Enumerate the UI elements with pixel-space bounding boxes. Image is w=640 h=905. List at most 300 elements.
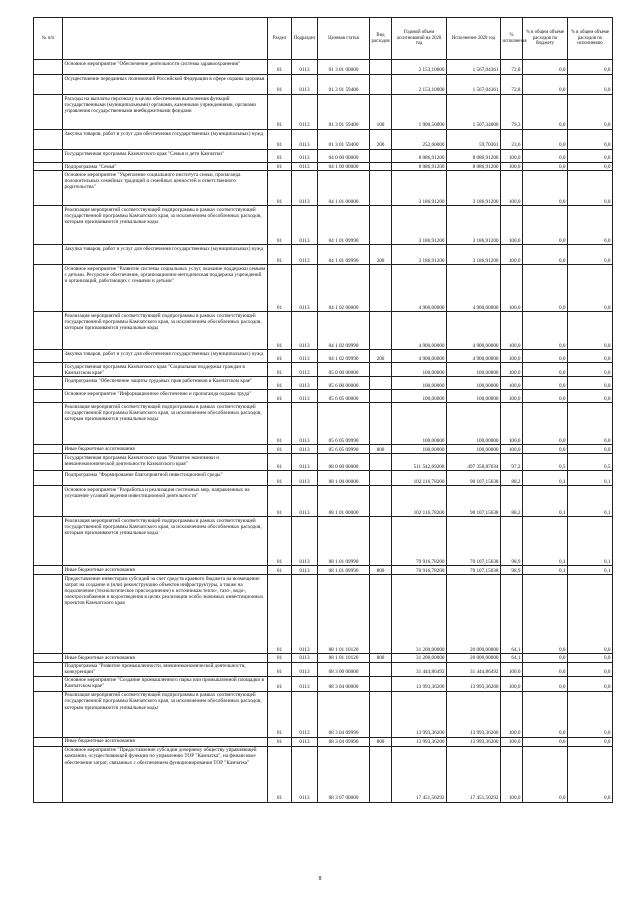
- cell-s1: 0,0: [523, 350, 568, 363]
- cell-pct: 100,0: [501, 403, 523, 445]
- cell-pct: 97,2: [501, 454, 523, 471]
- cell-s2: 0,0: [568, 265, 613, 312]
- cell-pct: 79,3: [501, 95, 523, 130]
- cell-cs: 08 3 00 00000: [318, 662, 370, 676]
- cell-podrazdel: 0113: [292, 445, 318, 454]
- cell-pct: 88,2: [501, 486, 523, 517]
- cell-plan: 3 186,91200: [392, 245, 447, 265]
- cell-name: Иные бюджетные ассигнования: [63, 654, 268, 662]
- cell-name: Государственная программа Камчатского края "Семья и дети Камчатки": [63, 150, 268, 163]
- header-target-article: Целевая статья: [318, 18, 370, 60]
- cell-exec: 8 086,91200: [447, 163, 501, 171]
- cell-podrazdel: 0113: [292, 350, 318, 363]
- cell-vr: [370, 454, 392, 471]
- row-number-cell: [34, 350, 63, 363]
- cell-plan: 13 993,36200: [392, 691, 447, 737]
- cell-podrazdel: 0113: [292, 737, 318, 746]
- cell-cs: 08 1 01 10120: [318, 654, 370, 662]
- cell-podrazdel: 0113: [292, 403, 318, 445]
- cell-exec: 3 186,91200: [447, 206, 501, 245]
- cell-cs: 04 1 02 09990: [318, 350, 370, 363]
- header-execution-percent: % исполнения: [501, 18, 523, 60]
- cell-cs: 01 3 01 59400: [318, 130, 370, 150]
- cell-name: Основное мероприятие "Укрепление социального института семьи, пропаганда положительных семейных традиций и семейных ценностей и ответственного родительства": [63, 171, 268, 206]
- cell-pct: 100,0: [501, 265, 523, 312]
- cell-razdel: 01: [268, 171, 292, 206]
- cell-cs: 05 6 05 09990: [318, 445, 370, 454]
- cell-name: Предоставление инвесторам субсидий за счет средств краевого бюджета на возмещение затрат на создание и (или) реконструкцию объектов инфраструктуры, а также на подключение (технологическое присоединение) к источникам тепло-, газо-, водо-, электроснабжения и водоотведения в целях реализации особо значимых инвестиционных проектов Камчатского края: [63, 575, 268, 654]
- cell-plan: 4 900,00000: [392, 265, 447, 312]
- cell-pct: 100,0: [501, 377, 523, 390]
- cell-cs: 05 6 00 00000: [318, 377, 370, 390]
- cell-pct: 100,0: [501, 163, 523, 171]
- cell-plan: 2 153,10000: [392, 60, 447, 75]
- cell-pct: 100,0: [501, 245, 523, 265]
- cell-s1: 0,0: [523, 60, 568, 75]
- cell-name: Основное мероприятие "Предоставление субсидии дочернему обществу управляющей компании, осуществляющей функции по управлению ТОР "Камчатка", на финансовое обеспечение затрат, связанных с обеспечением функционирования ТОР "Камчатка": [63, 746, 268, 802]
- cell-cs: 04 1 02 00000: [318, 265, 370, 312]
- row-number-cell: [34, 163, 63, 171]
- row-number-cell: [34, 654, 63, 662]
- cell-cs: 04 1 01 00000: [318, 171, 370, 206]
- cell-pct: 72,8: [501, 75, 523, 95]
- cell-exec: 4 900,00000: [447, 265, 501, 312]
- cell-s1: 0,0: [523, 662, 568, 676]
- cell-s1: 0,0: [523, 377, 568, 390]
- row-number-cell: [34, 676, 63, 691]
- cell-vr: [370, 486, 392, 517]
- cell-exec: 20 000,00000: [447, 575, 501, 654]
- header-name: [63, 18, 268, 60]
- row-number-cell: [34, 575, 63, 654]
- cell-razdel: 01: [268, 130, 292, 150]
- cell-razdel: 01: [268, 60, 292, 75]
- cell-name: Реализация мероприятий соответствующей подпрограммы в рамках соответствующей государственной программы Камчатского края, за исключением обособленных расходов, которым присваиваются уникальные коды: [63, 691, 268, 737]
- header-share-execution: % в общем объеме расходов по исполнению: [568, 18, 613, 60]
- table-row: [34, 95, 613, 130]
- cell-s2: 0,0: [568, 171, 613, 206]
- table-row: [34, 575, 613, 654]
- cell-podrazdel: 0113: [292, 662, 318, 676]
- header-expense-type: Вид расходов: [370, 18, 392, 60]
- table-row: [34, 171, 613, 206]
- table-row: [34, 566, 613, 575]
- cell-exec: 4 900,00000: [447, 312, 501, 350]
- cell-podrazdel: 0113: [292, 390, 318, 403]
- cell-podrazdel: 0113: [292, 566, 318, 575]
- cell-s2: 0,1: [568, 486, 613, 517]
- table-row: [34, 130, 613, 150]
- cell-razdel: 01: [268, 676, 292, 691]
- cell-exec: 13 993,36200: [447, 737, 501, 746]
- table-row: [34, 486, 613, 517]
- cell-razdel: 01: [268, 377, 292, 390]
- cell-s2: 0,0: [568, 403, 613, 445]
- table-row: [34, 363, 613, 377]
- cell-plan: 4 900,00000: [392, 312, 447, 350]
- cell-s1: 0,0: [523, 245, 568, 265]
- cell-pct: 100,0: [501, 363, 523, 377]
- row-number-cell: [34, 95, 63, 130]
- cell-s1: 0,0: [523, 654, 568, 662]
- cell-cs: 05 0 00 00000: [318, 363, 370, 377]
- cell-plan: 1 900,50000: [392, 95, 447, 130]
- cell-razdel: 01: [268, 746, 292, 802]
- cell-vr: [370, 171, 392, 206]
- cell-podrazdel: 0113: [292, 746, 318, 802]
- table-row: [34, 245, 613, 265]
- cell-razdel: 01: [268, 566, 292, 575]
- cell-plan: 31 200,00000: [392, 654, 447, 662]
- cell-pct: 64,1: [501, 575, 523, 654]
- table-row: [34, 691, 613, 737]
- cell-pct: 100,0: [501, 171, 523, 206]
- cell-podrazdel: 0113: [292, 486, 318, 517]
- cell-podrazdel: 0113: [292, 163, 318, 171]
- cell-vr: 800: [370, 737, 392, 746]
- cell-podrazdel: 0113: [292, 75, 318, 95]
- cell-s2: 0,0: [568, 350, 613, 363]
- cell-s2: 0,0: [568, 575, 613, 654]
- cell-razdel: 01: [268, 454, 292, 471]
- cell-plan: 31 444,86492: [392, 662, 447, 676]
- row-number-cell: [34, 75, 63, 95]
- row-number-cell: [34, 312, 63, 350]
- cell-razdel: 01: [268, 150, 292, 163]
- cell-cs: 05 6 05 09990: [318, 403, 370, 445]
- row-number-cell: [34, 662, 63, 676]
- cell-s2: 0,0: [568, 60, 613, 75]
- cell-vr: [370, 403, 392, 445]
- table-body: [34, 60, 613, 803]
- cell-name: Реализация мероприятий соответствующей подпрограммы в рамках соответствующей государственной программы Камчатского края, за исключением обособленных расходов, которым присваиваются уникальные коды: [63, 312, 268, 350]
- cell-razdel: 01: [268, 445, 292, 454]
- cell-plan: 70 916,78200: [392, 517, 447, 566]
- row-number-cell: [34, 691, 63, 737]
- cell-cs: 05 6 05 00000: [318, 390, 370, 403]
- row-number-cell: [34, 737, 63, 746]
- cell-vr: 200: [370, 130, 392, 150]
- cell-s1: 0,0: [523, 445, 568, 454]
- cell-s2: 0,0: [568, 445, 613, 454]
- cell-name: Основное мероприятие "Разработка и реализация системных мер, направленных на улучшение условий ведения инвестиционной деятельности": [63, 486, 268, 517]
- cell-podrazdel: 0113: [292, 312, 318, 350]
- cell-cs: 04 1 01 09990: [318, 245, 370, 265]
- cell-vr: [370, 662, 392, 676]
- cell-plan: 4 900,00000: [392, 350, 447, 363]
- cell-exec: 70 107,15638: [447, 517, 501, 566]
- cell-podrazdel: 0113: [292, 130, 318, 150]
- cell-s1: 0,1: [523, 471, 568, 486]
- cell-exec: 100,00000: [447, 363, 501, 377]
- cell-name: Подпрограмма "Обеспечение защиты трудовых прав работников в Камчатском крае": [63, 377, 268, 390]
- cell-vr: [370, 517, 392, 566]
- cell-pct: 88,2: [501, 471, 523, 486]
- cell-name: Государственная программа Камчатского края "Социальная поддержка граждан в Камчатском крае": [63, 363, 268, 377]
- row-number-cell: [34, 377, 63, 390]
- row-number-cell: [34, 517, 63, 566]
- cell-razdel: 01: [268, 312, 292, 350]
- cell-podrazdel: 0113: [292, 95, 318, 130]
- cell-s2: 0,0: [568, 163, 613, 171]
- cell-exec: 4 900,00000: [447, 350, 501, 363]
- cell-cs: 01 3 01 00000: [318, 60, 370, 75]
- cell-vr: [370, 206, 392, 245]
- cell-s2: 0,1: [568, 471, 613, 486]
- cell-name: Расходы на выплаты персоналу в целях обеспечения выполнения функций государственными (муниципальными) органами, казенными учреждениями, органами управления государственными внебюджетными фондами: [63, 95, 268, 130]
- cell-razdel: 01: [268, 575, 292, 654]
- cell-vr: [370, 312, 392, 350]
- cell-podrazdel: 0113: [292, 676, 318, 691]
- cell-s2: 0,0: [568, 245, 613, 265]
- cell-exec: 100,00000: [447, 445, 501, 454]
- cell-plan: 2 153,10000: [392, 75, 447, 95]
- cell-plan: 70 916,78200: [392, 566, 447, 575]
- cell-podrazdel: 0113: [292, 691, 318, 737]
- cell-podrazdel: 0113: [292, 60, 318, 75]
- table-row: [34, 312, 613, 350]
- cell-cs: 08 3 04 00000: [318, 676, 370, 691]
- cell-cs: 08 1 01 10120: [318, 575, 370, 654]
- cell-name: Реализация мероприятий соответствующей подпрограммы в рамках соответствующей государственной программы Камчатского края, за исключением обособленных расходов, которым присваиваются уникальные коды: [63, 206, 268, 245]
- cell-razdel: 01: [268, 662, 292, 676]
- cell-pct: 100,0: [501, 746, 523, 802]
- cell-s2: 0,0: [568, 95, 613, 130]
- cell-vr: 800: [370, 566, 392, 575]
- row-number-cell: [34, 265, 63, 312]
- cell-cs: 08 3 07 00000: [318, 746, 370, 802]
- cell-s2: 0,1: [568, 566, 613, 575]
- cell-cs: 08 1 01 09990: [318, 566, 370, 575]
- cell-name: Основное мероприятие "Создание промышленного парка или промышленной площадки в Камчатском крае": [63, 676, 268, 691]
- cell-podrazdel: 0113: [292, 454, 318, 471]
- cell-plan: 8 086,91200: [392, 150, 447, 163]
- cell-plan: 8 086,91200: [392, 163, 447, 171]
- row-number-cell: [34, 60, 63, 75]
- cell-s2: 0,0: [568, 390, 613, 403]
- cell-name: Основное мероприятие "Обеспечение деятельности системы здравоохранения": [63, 60, 268, 75]
- table-row: [34, 150, 613, 163]
- cell-s2: 0,0: [568, 377, 613, 390]
- cell-exec: 31 444,86492: [447, 662, 501, 676]
- cell-razdel: 01: [268, 517, 292, 566]
- cell-pct: 100,0: [501, 662, 523, 676]
- row-number-cell: [34, 245, 63, 265]
- cell-plan: 100,00000: [392, 377, 447, 390]
- cell-podrazdel: 0113: [292, 150, 318, 163]
- table-row: [34, 206, 613, 245]
- cell-name: Основное мероприятие "Информационное обеспечение и пропаганда охраны труда": [63, 390, 268, 403]
- row-number-cell: [34, 454, 63, 471]
- cell-name: Иные бюджетные ассигнования: [63, 566, 268, 575]
- cell-s1: 0,0: [523, 206, 568, 245]
- cell-pct: 98,9: [501, 566, 523, 575]
- cell-razdel: 01: [268, 163, 292, 171]
- table-row: [34, 377, 613, 390]
- table-row: [34, 265, 613, 312]
- cell-s1: 0,0: [523, 691, 568, 737]
- cell-pct: 100,0: [501, 691, 523, 737]
- cell-name: Закупка товаров, работ и услуг для обеспечения государственных (муниципальных) нужд: [63, 350, 268, 363]
- cell-exec: 1 567,04361: [447, 75, 501, 95]
- cell-plan: 100,00000: [392, 403, 447, 445]
- cell-vr: 200: [370, 245, 392, 265]
- cell-s1: 0,5: [523, 454, 568, 471]
- cell-s1: 0,0: [523, 265, 568, 312]
- table-row: [34, 654, 613, 662]
- cell-name: Иные бюджетные ассигнования: [63, 445, 268, 454]
- cell-pct: 72,8: [501, 60, 523, 75]
- cell-vr: [370, 471, 392, 486]
- table-row: [34, 746, 613, 802]
- cell-cs: 08 1 01 09990: [318, 517, 370, 566]
- cell-vr: [370, 75, 392, 95]
- row-number-cell: [34, 471, 63, 486]
- cell-razdel: 01: [268, 471, 292, 486]
- cell-exec: 90 107,15638: [447, 471, 501, 486]
- cell-vr: [370, 60, 392, 75]
- cell-exec: 3 186,91200: [447, 171, 501, 206]
- cell-exec: 13 993,36200: [447, 676, 501, 691]
- cell-s2: 0,5: [568, 454, 613, 471]
- cell-razdel: 01: [268, 691, 292, 737]
- cell-s1: 0,0: [523, 676, 568, 691]
- row-number-cell: [34, 390, 63, 403]
- cell-podrazdel: 0113: [292, 517, 318, 566]
- cell-s2: 0,0: [568, 654, 613, 662]
- table-row: [34, 454, 613, 471]
- cell-s2: 0,0: [568, 130, 613, 150]
- cell-s1: 0,0: [523, 171, 568, 206]
- table-row: [34, 676, 613, 691]
- table-row: [34, 445, 613, 454]
- cell-name: Государственная программа Камчатского края "Развитие экономики и внешнеэкономической деятельности Камчатского края": [63, 454, 268, 471]
- cell-name: Иные бюджетные ассигнования: [63, 737, 268, 746]
- cell-cs: 01 3 01 59400: [318, 95, 370, 130]
- cell-razdel: 01: [268, 654, 292, 662]
- cell-s1: 0,0: [523, 163, 568, 171]
- cell-cs: 08 0 00 00000: [318, 454, 370, 471]
- cell-s1: 0,0: [523, 75, 568, 95]
- cell-plan: 13 993,36200: [392, 737, 447, 746]
- cell-vr: [370, 265, 392, 312]
- cell-vr: [370, 377, 392, 390]
- header-razdel: Раздел: [268, 18, 292, 60]
- cell-pct: 100,0: [501, 150, 523, 163]
- cell-plan: 3 186,91200: [392, 171, 447, 206]
- cell-razdel: 01: [268, 390, 292, 403]
- cell-s2: 0,1: [568, 517, 613, 566]
- cell-pct: 100,0: [501, 390, 523, 403]
- cell-razdel: 01: [268, 486, 292, 517]
- header-num: № п/п: [34, 18, 63, 60]
- row-number-cell: [34, 171, 63, 206]
- cell-exec: 3 186,91200: [447, 245, 501, 265]
- cell-name: Реализация мероприятий соответствующей подпрограммы в рамках соответствующей государственной программы Камчатского края, за исключением обособленных расходов, которым присваиваются уникальные коды: [63, 403, 268, 445]
- cell-s1: 0,0: [523, 150, 568, 163]
- cell-pct: 64,1: [501, 654, 523, 662]
- cell-exec: 90 107,15638: [447, 486, 501, 517]
- cell-exec: 100,00000: [447, 390, 501, 403]
- row-number-cell: [34, 130, 63, 150]
- table-row: [34, 403, 613, 445]
- header-annual-plan: Годовой объем ассигнований на 2020 год: [392, 18, 447, 60]
- cell-s1: 0,1: [523, 486, 568, 517]
- cell-plan: 17 451,50292: [392, 746, 447, 802]
- cell-exec: 100,00000: [447, 377, 501, 390]
- cell-vr: 100: [370, 95, 392, 130]
- row-number-cell: [34, 206, 63, 245]
- cell-exec: 1 507,34000: [447, 95, 501, 130]
- cell-cs: 08 1 01 00000: [318, 486, 370, 517]
- cell-s2: 0,0: [568, 75, 613, 95]
- cell-exec: 13 993,36200: [447, 691, 501, 737]
- cell-razdel: 01: [268, 363, 292, 377]
- cell-podrazdel: 0113: [292, 363, 318, 377]
- cell-s1: 0,0: [523, 95, 568, 130]
- cell-s2: 0,0: [568, 206, 613, 245]
- table-row: [34, 75, 613, 95]
- cell-s2: 0,0: [568, 676, 613, 691]
- cell-vr: [370, 390, 392, 403]
- cell-pct: 100,0: [501, 737, 523, 746]
- cell-s1: 0,0: [523, 746, 568, 802]
- table-row: [34, 662, 613, 676]
- table-row: [34, 350, 613, 363]
- cell-exec: 1 567,04361: [447, 60, 501, 75]
- cell-plan: 100,00000: [392, 363, 447, 377]
- cell-razdel: 01: [268, 75, 292, 95]
- cell-s2: 0,0: [568, 363, 613, 377]
- cell-razdel: 01: [268, 245, 292, 265]
- header-podrazdel: Подраздел: [292, 18, 318, 60]
- cell-pct: 100,0: [501, 445, 523, 454]
- cell-s1: 0,0: [523, 403, 568, 445]
- cell-cs: 04 1 02 09990: [318, 312, 370, 350]
- cell-s1: 0,1: [523, 566, 568, 575]
- cell-pct: 23,6: [501, 130, 523, 150]
- cell-vr: 800: [370, 654, 392, 662]
- cell-razdel: 01: [268, 737, 292, 746]
- cell-pct: 100,0: [501, 312, 523, 350]
- cell-pct: 98,9: [501, 517, 523, 566]
- cell-podrazdel: 0113: [292, 575, 318, 654]
- cell-cs: 04 1 01 09990: [318, 206, 370, 245]
- cell-podrazdel: 0113: [292, 245, 318, 265]
- cell-name: Осуществление переданных полномочий Российской Федерации в сфере охраны здоровья: [63, 75, 268, 95]
- header-row: [34, 18, 613, 60]
- cell-cs: 08 3 04 09990: [318, 691, 370, 737]
- cell-razdel: 01: [268, 350, 292, 363]
- budget-table: [33, 17, 613, 803]
- cell-exec: 70 107,15638: [447, 566, 501, 575]
- cell-exec: 100,00000: [447, 403, 501, 445]
- cell-name: Подпрограмма "Формирование благоприятной инвестиционной среды": [63, 471, 268, 486]
- cell-name: Основное мероприятие "Развитие системы социальных услуг, оказание поддержки семьям с детьми. Ресурсное обеспечение, организационно-методическая поддержка учреждений и организаций, работающих с семьями и детьми": [63, 265, 268, 312]
- cell-podrazdel: 0113: [292, 654, 318, 662]
- cell-s1: 0,0: [523, 312, 568, 350]
- cell-s1: 0,1: [523, 517, 568, 566]
- cell-podrazdel: 0113: [292, 171, 318, 206]
- cell-s2: 0,0: [568, 737, 613, 746]
- cell-pct: 100,0: [501, 676, 523, 691]
- cell-name: Подпрограмма "Развитие промышленности, внешнеэкономической деятельности, конкуренции": [63, 662, 268, 676]
- cell-plan: 511 542,69208: [392, 454, 447, 471]
- cell-s1: 0,0: [523, 390, 568, 403]
- cell-cs: 08 3 04 09990: [318, 737, 370, 746]
- table-row: [34, 737, 613, 746]
- row-number-cell: [34, 150, 63, 163]
